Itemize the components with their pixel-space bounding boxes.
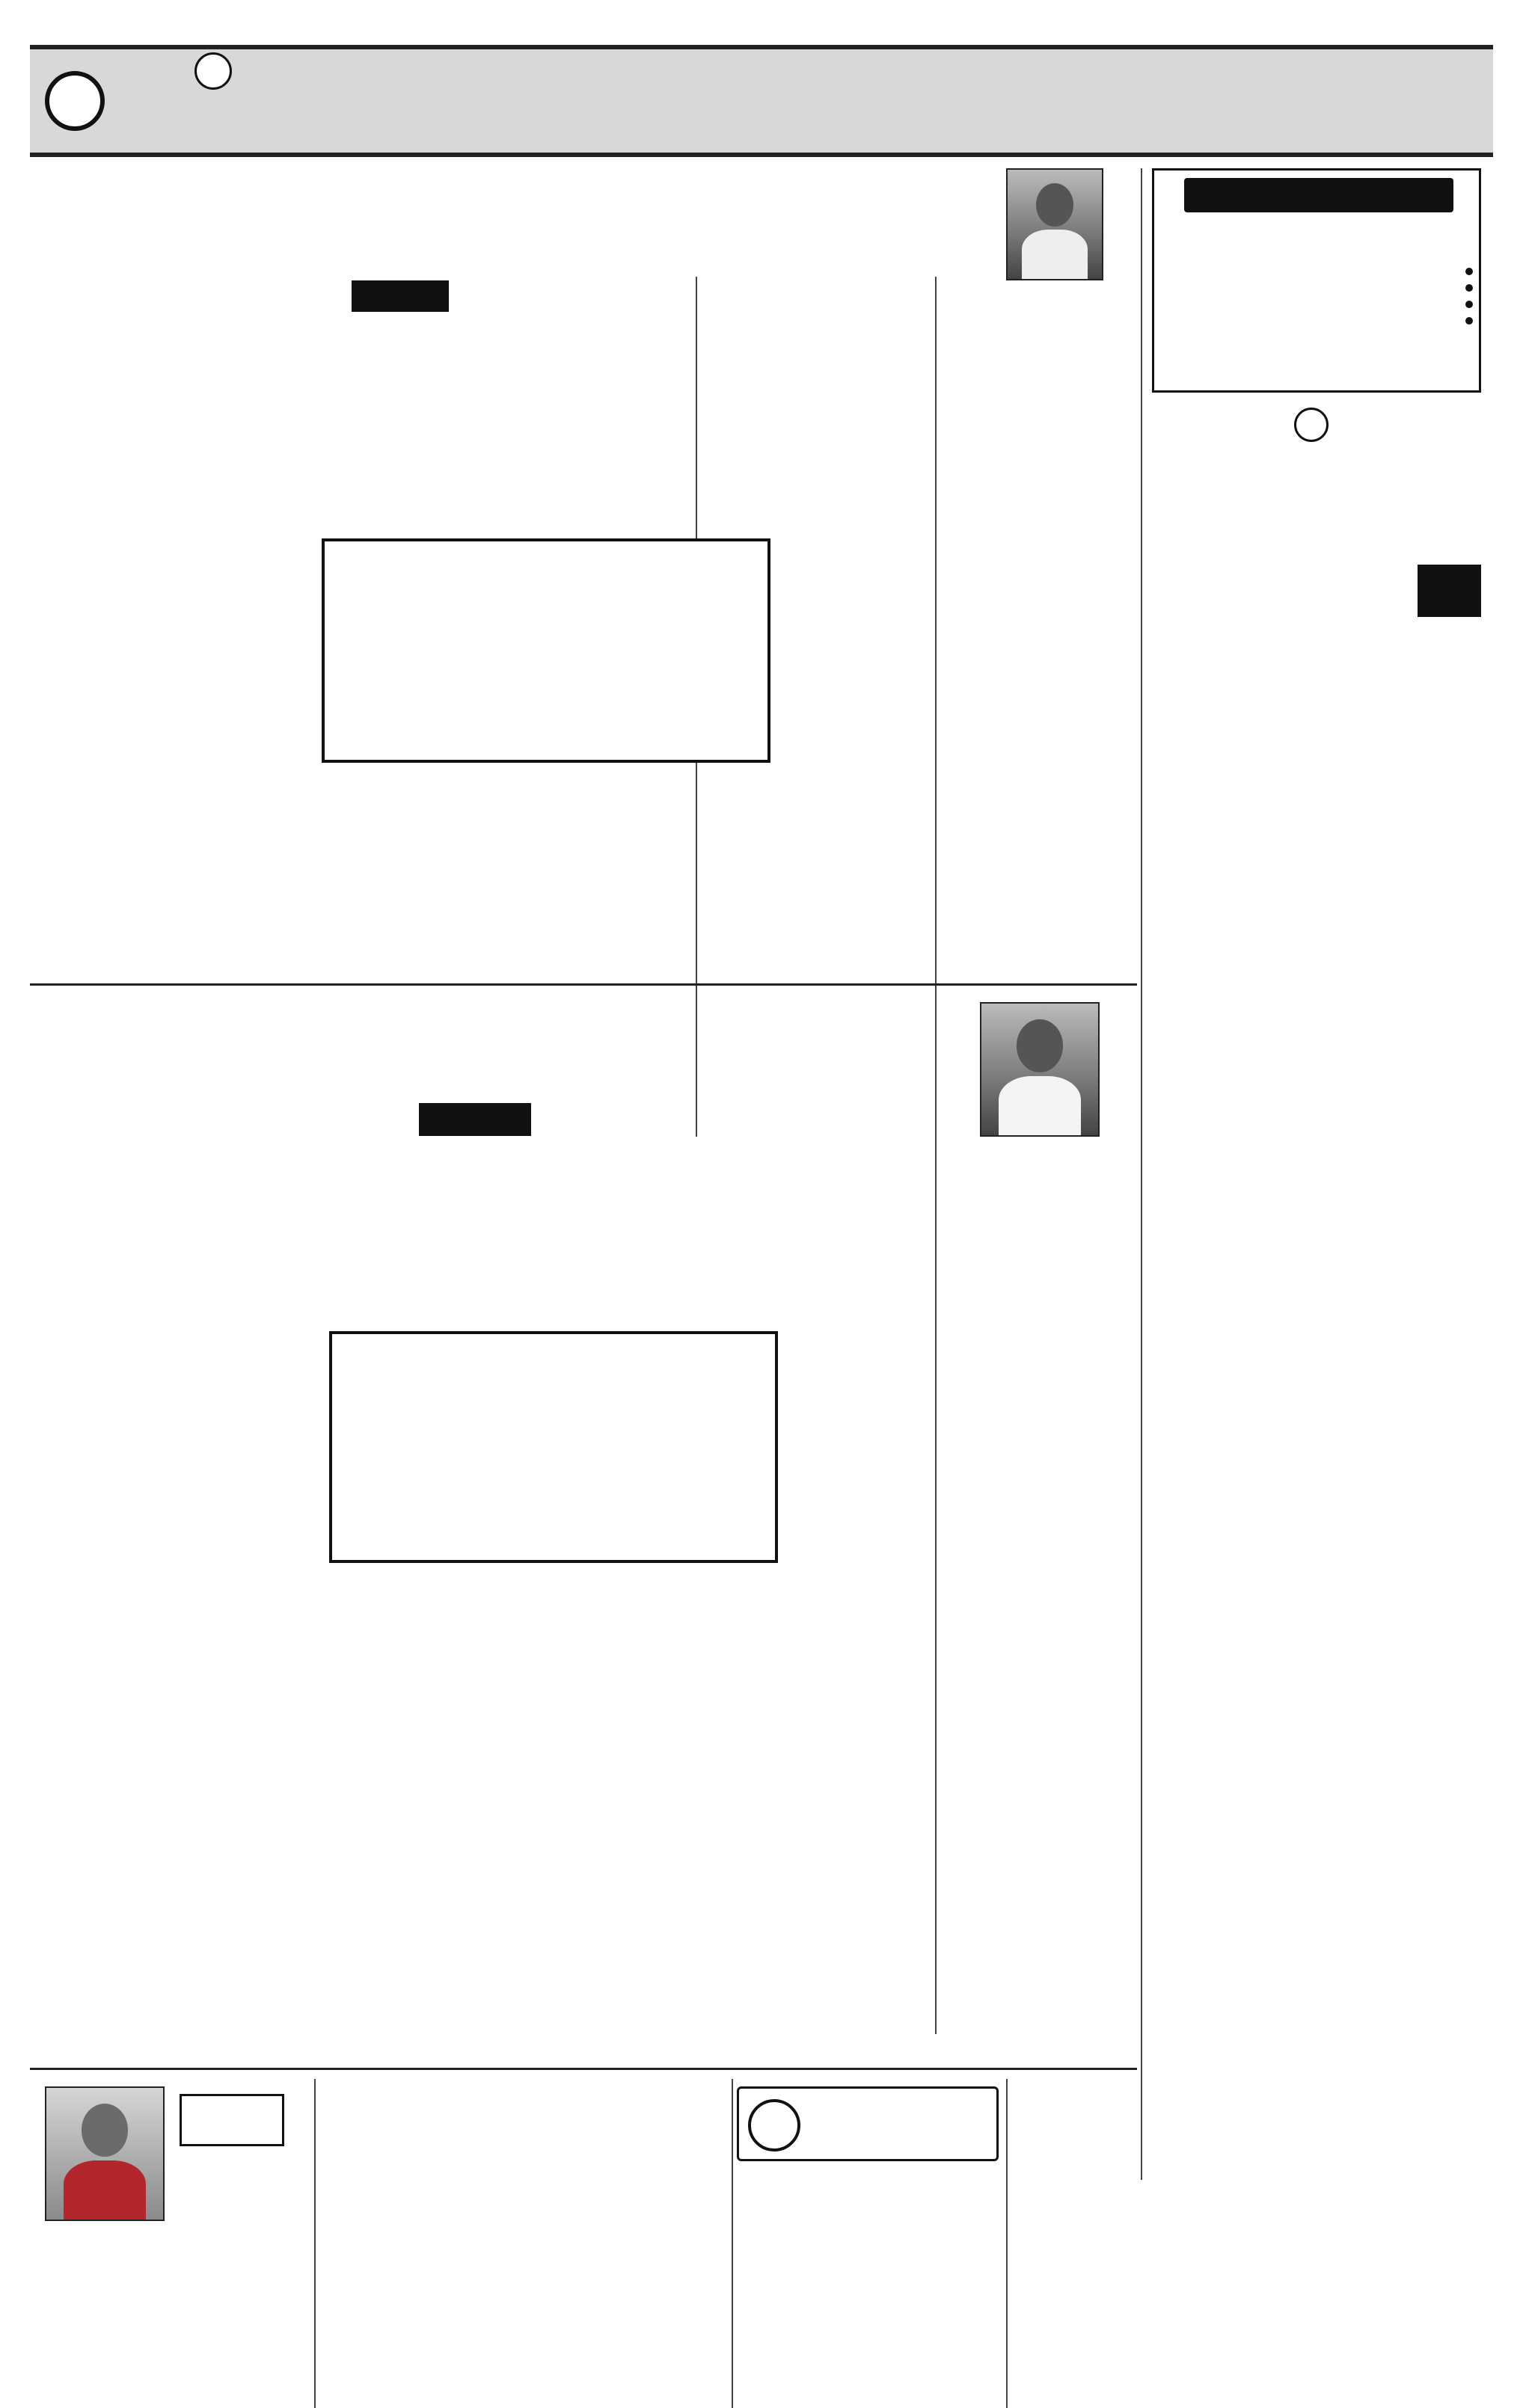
lead-column-5: [45, 277, 217, 740]
section-divider: [30, 2068, 1137, 2070]
second-author-photo: [980, 1002, 1100, 1137]
page-number: [45, 71, 105, 131]
column-rule: [935, 1099, 937, 2034]
lead-column-4b: [224, 770, 456, 965]
second-tag: [419, 1103, 531, 1136]
lead-tag: [352, 280, 449, 312]
lead-column-2b: [703, 770, 928, 965]
second-column-2c: [703, 1570, 928, 2034]
quote-item: [1165, 308, 1473, 325]
lead-headline: [45, 168, 980, 273]
editorial-para-5: [1152, 1698, 1481, 2139]
letter-right-text: [1014, 2124, 1481, 2356]
bullet-icon: [1465, 301, 1473, 308]
second-column-5c: [254, 1570, 456, 2034]
section-divider: [30, 983, 1137, 986]
lead-column-4: [224, 322, 456, 561]
second-column-5b: [254, 1331, 322, 1563]
letters-body: [737, 2195, 999, 2307]
second-column-4: [45, 1099, 247, 2042]
lead-author-photo: [1006, 168, 1103, 280]
second-column-2b: [785, 1331, 928, 1563]
second-column-3c: [464, 1570, 696, 2034]
column-rule: [732, 2079, 733, 2408]
column-rule: [1141, 168, 1142, 2180]
second-column-1: [943, 1204, 1130, 2034]
quote-item: [1165, 275, 1473, 292]
middle-text-1: [322, 2079, 539, 2363]
second-headline: [45, 995, 965, 1092]
lead-pull-quote: [335, 549, 759, 758]
second-pull-quote: [343, 1342, 766, 1558]
letters-emblem-icon: [748, 2099, 800, 2151]
rank-badge: [194, 52, 232, 90]
lead-column-2: [703, 277, 928, 561]
editorial-drop-word: [1418, 565, 1481, 617]
editorial-logo: [1197, 408, 1436, 490]
second-column-3: [464, 1144, 696, 1324]
second-column-5: [254, 1144, 456, 1324]
lead-column-3: [464, 277, 688, 561]
column-title: [180, 2094, 284, 2146]
bullet-icon: [1465, 268, 1473, 275]
quotes-list: [1165, 259, 1473, 325]
quotes-title: [1184, 178, 1453, 212]
column-author-photo: [45, 2086, 165, 2221]
column-text: [45, 2225, 307, 2382]
lead-column-5b: [45, 748, 217, 890]
rank-badge: [1294, 408, 1329, 442]
second-column-2: [703, 1099, 928, 1324]
editorial-para-1: [1152, 565, 1410, 722]
lead-column-3b: [464, 770, 688, 965]
quote-item: [1165, 292, 1473, 308]
column-rule: [1006, 2079, 1008, 2408]
editorial-para-3: [1152, 950, 1481, 1264]
editorial-para-2: [1152, 725, 1481, 942]
editorial-para-4: [1152, 1271, 1481, 1690]
paper-logo: [120, 52, 284, 120]
column-rule: [314, 2079, 316, 2408]
second-pull-quote-box: [329, 1331, 778, 1563]
quotes-box: [1152, 168, 1481, 393]
bullet-icon: [1465, 317, 1473, 325]
lead-pull-quote-box: [322, 538, 770, 763]
letters-masthead: [737, 2086, 999, 2161]
middle-text-2: [546, 2079, 726, 2363]
quote-item: [1165, 259, 1473, 275]
bullet-icon: [1465, 284, 1473, 292]
